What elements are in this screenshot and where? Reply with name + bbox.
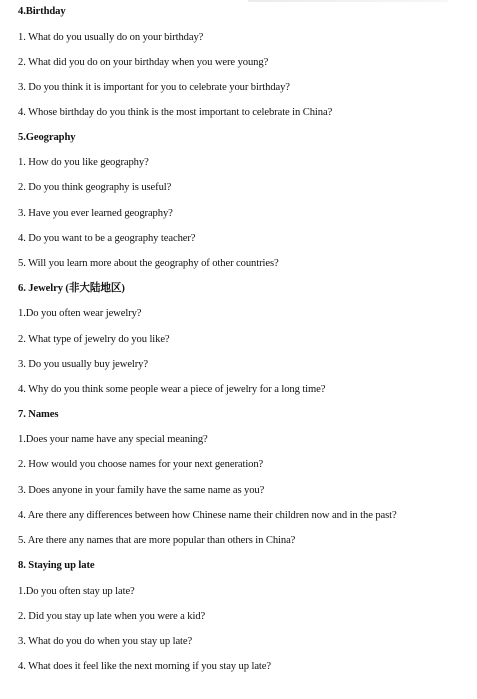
- question-line: 3. Does anyone in your family have the same name as you?: [18, 485, 265, 496]
- question-line: 1.Does your name have any special meaning?: [18, 434, 208, 445]
- question-line: 2. What type of jewelry do you like?: [18, 334, 170, 345]
- question-line: 1. What do you usually do on your birthday?: [18, 32, 204, 43]
- section-heading-staying-up-late: 8. Staying up late: [18, 560, 95, 571]
- question-line: 5. Will you learn more about the geography of other countries?: [18, 258, 279, 269]
- section-heading-geography: 5.Geography: [18, 132, 76, 143]
- top-edge-artifact: [248, 0, 448, 2]
- question-line: 3. Have you ever learned geography?: [18, 208, 173, 219]
- question-line: 4. Why do you think some people wear a piece of jewelry for a long time?: [18, 384, 326, 395]
- question-line: 1.Do you often wear jewelry?: [18, 308, 142, 319]
- question-line: 4. What does it feel like the next morning if you stay up late?: [18, 661, 271, 672]
- section-heading-names: 7. Names: [18, 409, 59, 420]
- question-line: 2. What did you do on your birthday when you were young?: [18, 57, 269, 68]
- question-line: 4. Are there any differences between how Chinese name their children now and in the past?: [18, 510, 397, 521]
- section-heading-birthday: 4.Birthday: [18, 6, 66, 17]
- question-line: 3. Do you think it is important for you to celebrate your birthday?: [18, 82, 290, 93]
- question-line: 1.Do you often stay up late?: [18, 586, 135, 597]
- question-line: 3. Do you usually buy jewelry?: [18, 359, 148, 370]
- question-line: 5. Are there any names that are more popular than others in China?: [18, 535, 296, 546]
- question-line: 3. What do you do when you stay up late?: [18, 636, 193, 647]
- question-line: 4. Do you want to be a geography teacher?: [18, 233, 196, 244]
- section-heading-jewelry: 6. Jewelry (非大陆地区): [18, 283, 125, 294]
- question-line: 2. Did you stay up late when you were a kid?: [18, 611, 206, 622]
- question-line: 2. How would you choose names for your next generation?: [18, 459, 264, 470]
- question-line: 4. Whose birthday do you think is the most important to celebrate in China?: [18, 107, 333, 118]
- question-line: 1. How do you like geography?: [18, 157, 149, 168]
- question-line: 2. Do you think geography is useful?: [18, 182, 172, 193]
